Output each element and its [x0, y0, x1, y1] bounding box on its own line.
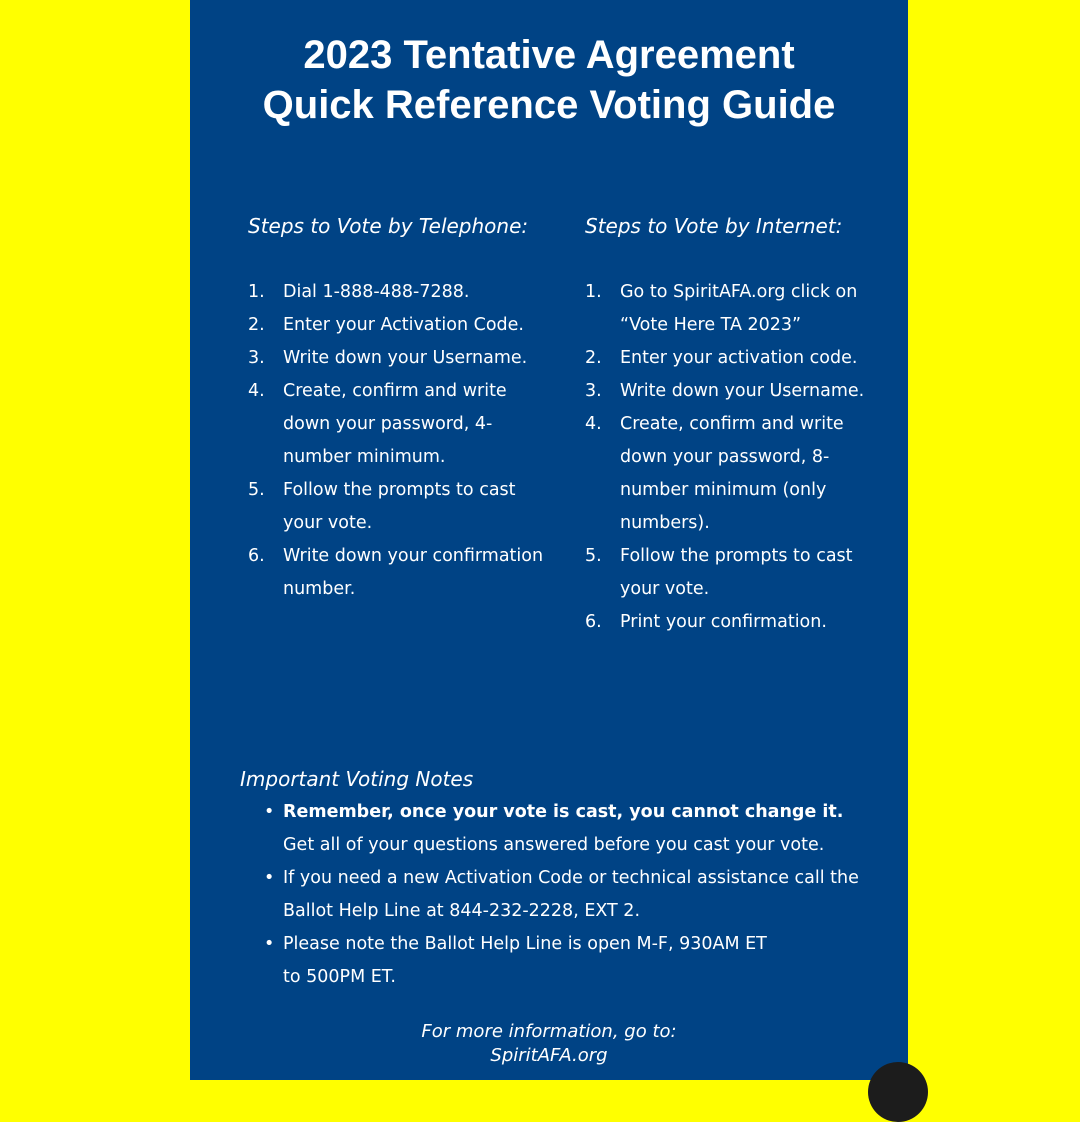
telephone-heading: Steps to Vote by Telephone: — [248, 214, 529, 238]
internet-section — [585, 210, 895, 639]
corner-button[interactable] — [868, 1062, 928, 1122]
list-item — [248, 474, 568, 540]
voting-notes — [240, 763, 880, 994]
step-number: 2. — [248, 315, 265, 335]
note-emphasis: Remember, once your vote is cast, you cannot change it. — [283, 802, 844, 822]
footer-text: For more information, go to: — [421, 1021, 677, 1042]
note-text: Please note the Ballot Help Line is open M-F, 930AM ET to 500PM ET. — [283, 934, 767, 987]
note-text: Get all of your questions answered before you cast your vote. — [283, 835, 825, 855]
title-line-1: 2023 Tentative Agreement — [303, 33, 795, 77]
step-number: 3. — [585, 381, 602, 401]
list-item — [585, 540, 895, 606]
list-item — [248, 276, 568, 309]
list-item — [585, 375, 895, 408]
step-text: Write down your Username. — [620, 381, 865, 401]
list-item — [248, 540, 568, 606]
step-text: Follow the prompts to cast your vote. — [620, 546, 853, 599]
list-item — [585, 408, 895, 540]
list-item — [240, 928, 880, 994]
list-item — [240, 862, 880, 928]
note-text: If you need a new Activation Code or technical assistance call the Ballot Help Line at 844-232-2228, EXT 2. — [283, 868, 859, 921]
footer — [190, 1020, 908, 1068]
step-text: Write down your Username. — [283, 348, 528, 368]
notes-heading: Important Voting Notes — [240, 767, 474, 791]
step-text: Print your confirmation. — [620, 612, 827, 632]
step-number: 5. — [585, 546, 602, 566]
step-text: Follow the prompts to cast your vote. — [283, 480, 516, 533]
voting-guide-panel — [190, 0, 908, 1080]
telephone-section — [248, 210, 568, 606]
bullet-icon: • — [264, 868, 275, 888]
step-number: 6. — [585, 612, 602, 632]
list-item — [248, 375, 568, 474]
step-number: 4. — [585, 414, 602, 434]
list-item — [240, 796, 880, 862]
step-text: Write down your confirmation number. — [283, 546, 544, 599]
step-text: Enter your Activation Code. — [283, 315, 524, 335]
step-number: 1. — [248, 282, 265, 302]
step-number: 1. — [585, 282, 602, 302]
list-item — [248, 309, 568, 342]
step-text: Go to SpiritAFA.org click on “Vote Here TA 2023” — [620, 282, 858, 335]
telephone-steps — [248, 276, 568, 606]
internet-steps — [585, 276, 895, 639]
step-number: 3. — [248, 348, 265, 368]
step-number: 2. — [585, 348, 602, 368]
step-text: Create, confirm and write down your password, 8-number minimum (only numbers). — [620, 414, 844, 533]
bullet-icon: • — [264, 934, 275, 954]
list-item — [585, 606, 895, 639]
title-line-2: Quick Reference Voting Guide — [262, 83, 836, 127]
step-number: 4. — [248, 381, 265, 401]
notes-list — [240, 796, 880, 994]
step-text: Enter your activation code. — [620, 348, 858, 368]
list-item — [585, 276, 895, 342]
list-item — [248, 342, 568, 375]
step-text: Dial 1-888-488-7288. — [283, 282, 470, 302]
internet-heading: Steps to Vote by Internet: — [585, 214, 843, 238]
page-title — [190, 30, 908, 130]
step-text: Create, confirm and write down your password, 4-number minimum. — [283, 381, 507, 467]
list-item — [585, 342, 895, 375]
step-number: 5. — [248, 480, 265, 500]
footer-link: SpiritAFA.org — [490, 1045, 608, 1066]
bullet-icon: • — [264, 802, 275, 822]
step-number: 6. — [248, 546, 265, 566]
